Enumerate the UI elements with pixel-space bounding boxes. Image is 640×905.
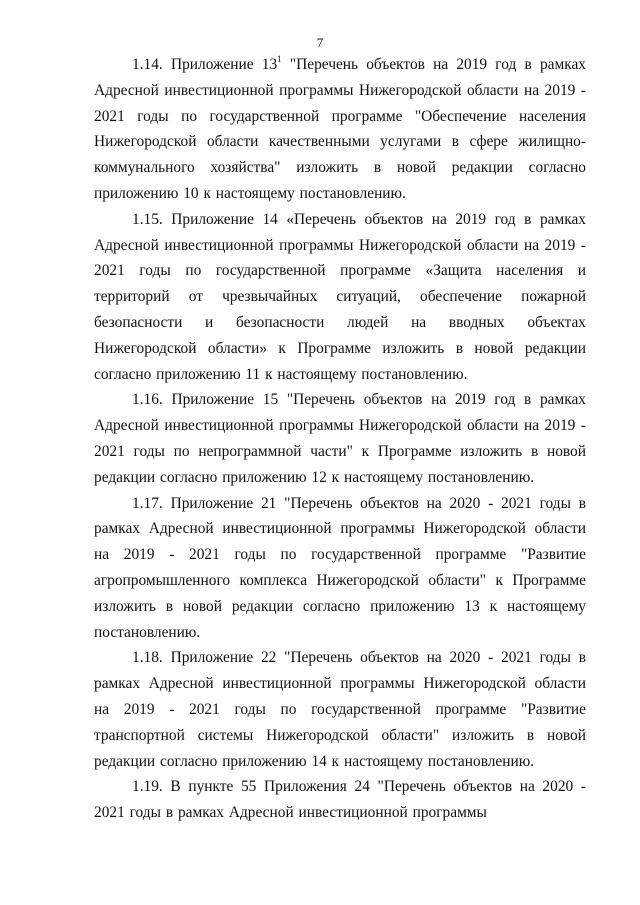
superscript: 1 [277,54,282,64]
paragraph-1-15: 1.15. Приложение 14 «Перечень объектов на 2019 год в рамках Адресной инвестиционной программы Нижегородской области на 2019 - 2021 годы по государственной программе «Защита населения и территорий от чрезвычайных ситуаций, обеспечение пожарной безопасности и безопасности людей на вводных объектах Нижегородской области» к Программе изложить в новой редакции согласно приложению 11 к настоящему постановлению. [94,210,586,383]
paragraph-1-18: 1.18. Приложение 22 "Перечень объектов на 2020 - 2021 годы в рамках Адресной инвестиционной программы Нижегородской области на 2019 - 2021 годы по государственной программе "Развитие транспортной системы Нижегородской области" изложить в новой редакции согласно приложению 14 к настоящему постановлению. [94,649,586,770]
paragraph-1-17: 1.17. Приложение 21 "Перечень объектов на 2020 - 2021 годы в рамках Адресной инвестиционной программы Нижегородской области на 2019 - 2021 годы по государственной программе "Развитие агропромышленного комплекса Нижегородской области" к Программе изложить в новой редакции согласно приложению 13 к настоящему постановлению. [94,494,586,641]
paragraph-1-16: 1.16. Приложение 15 "Перечень объектов на 2019 год в рамках Адресной инвестиционной программы Нижегородской области на 2019 - 2021 годы по непрограммной части" к Программе изложить в новой редакции согласно приложению 12 к настоящему постановлению. [94,391,586,486]
paragraph-1-14 [94,52,586,207]
paragraph-1-19: 1.19. В пункте 55 Приложения 24 "Перечень объектов на 2020 - 2021 годы в рамках Адресной инвестиционной программы [94,778,586,822]
page-number: 7 [316,35,324,50]
paragraph-text: "Перечень объектов на 2019 год в рамках Адресной инвестиционной программы Нижегородской области на 2019 - 2021 годы по государственной программе "Обеспечение населения Нижегородской области качественными услугами в сфере жилищно-коммунального хозяйства" изложить в новой редакции согласно приложению 10 к настоящему постановлению. [94,56,586,202]
paragraph-text: 1.14. Приложение 13 [132,56,278,73]
document-body [94,52,586,826]
